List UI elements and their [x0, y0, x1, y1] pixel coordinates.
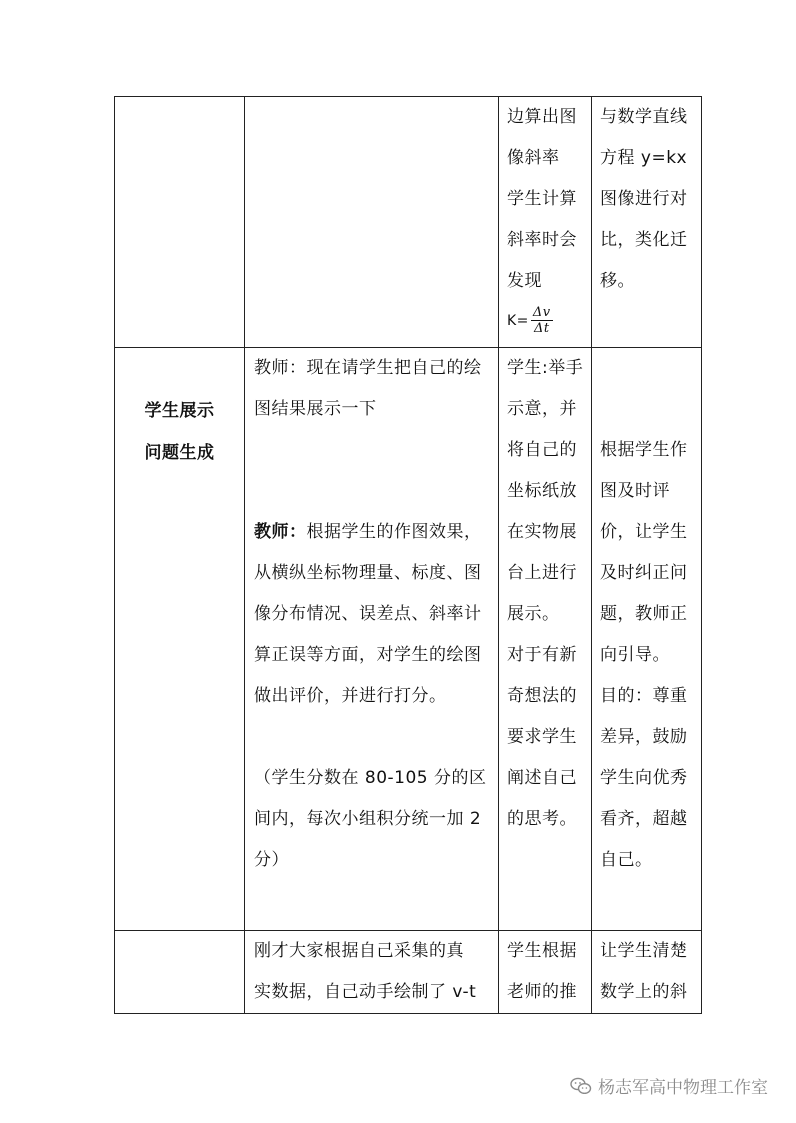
text-line: 学生:举手	[507, 358, 584, 378]
fraction	[531, 306, 553, 335]
text-line: 奇想法的	[507, 686, 577, 706]
text-line: 老师的推	[507, 982, 577, 1002]
text-line: （学生分数在 80-105 分的区	[254, 768, 487, 788]
text-line: 比，类化迁	[600, 230, 688, 250]
stage-cell	[115, 97, 245, 348]
text-line: 图及时评	[600, 481, 670, 501]
text-line: 斜率时会	[507, 230, 577, 250]
text-line: 方程 y=kx	[600, 148, 688, 168]
stage-title-line: 问题生成	[144, 443, 215, 463]
text-line: 分）	[254, 850, 289, 870]
text-line: 题，教师正	[600, 604, 688, 624]
text-line	[254, 512, 492, 553]
stage-cell	[115, 931, 245, 1014]
text-line: 学生计算	[507, 189, 577, 209]
text-line: 与数学直线	[600, 107, 688, 127]
text-line: 坐标纸放	[507, 481, 577, 501]
text-line: 价，让学生	[600, 522, 688, 542]
text-line: 算正误等方面，对学生的绘图	[254, 645, 482, 665]
design-intent-cell	[592, 348, 702, 931]
lesson-plan-table	[114, 96, 702, 1014]
text-line: 图结果展示一下	[254, 399, 377, 419]
text-line: 看齐，超越	[600, 809, 688, 829]
teacher-activity-cell	[245, 931, 499, 1014]
text-line: 图像进行对	[600, 189, 688, 209]
text-line: 差异，鼓励	[600, 727, 688, 747]
fraction-denominator: Δt	[533, 321, 550, 336]
text-line: 让学生清楚	[600, 941, 688, 961]
spacer-line	[254, 430, 492, 471]
text-line: 移。	[600, 271, 635, 291]
fraction-numerator: Δv	[532, 305, 551, 320]
text-line: 数学上的斜	[600, 982, 688, 1002]
text-line: 学生根据	[507, 941, 577, 961]
text-line: 像斜率	[507, 148, 560, 168]
text-line: 在实物展	[507, 522, 577, 542]
text-line: 教师：现在请学生把自己的绘	[254, 358, 482, 378]
text-line: 目的：尊重	[600, 686, 688, 706]
text-line: 根据学生作	[600, 440, 688, 460]
text-line: 台上进行	[507, 563, 577, 583]
text-line: 向引导。	[600, 645, 670, 665]
text-line: 自己。	[600, 850, 653, 870]
stage-cell	[115, 348, 245, 931]
table-row	[115, 348, 702, 931]
teacher-activity-cell	[245, 348, 499, 931]
text-line: 要求学生	[507, 727, 577, 747]
text-fragment: 根据学生的作图效果，	[306, 522, 482, 542]
teacher-label: 教师：	[254, 522, 307, 542]
text-line: 实数据，自己动手绘制了 v-t	[254, 982, 477, 1002]
text-line: 刚才大家根据自己采集的真	[254, 941, 464, 961]
text-line: 对于有新	[507, 645, 577, 665]
spacer-line	[600, 348, 697, 389]
spacer-line	[254, 717, 492, 758]
student-activity-cell	[499, 348, 592, 931]
wechat-icon	[570, 1077, 592, 1095]
design-intent-cell	[592, 97, 702, 348]
text-line: 像分布情况、误差点、斜率计	[254, 604, 482, 624]
text-line: 间内，每次小组积分统一加 2	[254, 809, 482, 829]
text-line: 从横纵坐标物理量、标度、图	[254, 563, 482, 583]
text-line: 发现	[507, 271, 542, 291]
spacer-line	[600, 389, 697, 430]
teacher-activity-cell	[245, 97, 499, 348]
design-intent-cell	[592, 931, 702, 1014]
text-line: 做出评价，并进行打分。	[254, 686, 447, 706]
text-line: 将自己的	[507, 440, 577, 460]
text-line: 及时纠正问	[600, 563, 688, 583]
text-line: 示意，并	[507, 399, 577, 419]
watermark	[570, 1073, 768, 1098]
watermark-text: 杨志军高中物理工作室	[598, 1078, 768, 1098]
student-activity-cell	[499, 931, 592, 1014]
table-row	[115, 931, 702, 1014]
table-row	[115, 97, 702, 348]
text-line: 边算出图	[507, 107, 577, 127]
stage-title-line: 学生展示	[144, 401, 215, 421]
text-line: 的思考。	[507, 809, 577, 829]
spacer-line	[254, 471, 492, 512]
student-activity-cell	[499, 97, 592, 348]
text-line: 展示。	[507, 604, 560, 624]
text-line: 阐述自己	[507, 768, 577, 788]
text-line: 学生向优秀	[600, 768, 688, 788]
formula-prefix: K=	[507, 312, 529, 329]
slope-formula	[507, 306, 587, 335]
